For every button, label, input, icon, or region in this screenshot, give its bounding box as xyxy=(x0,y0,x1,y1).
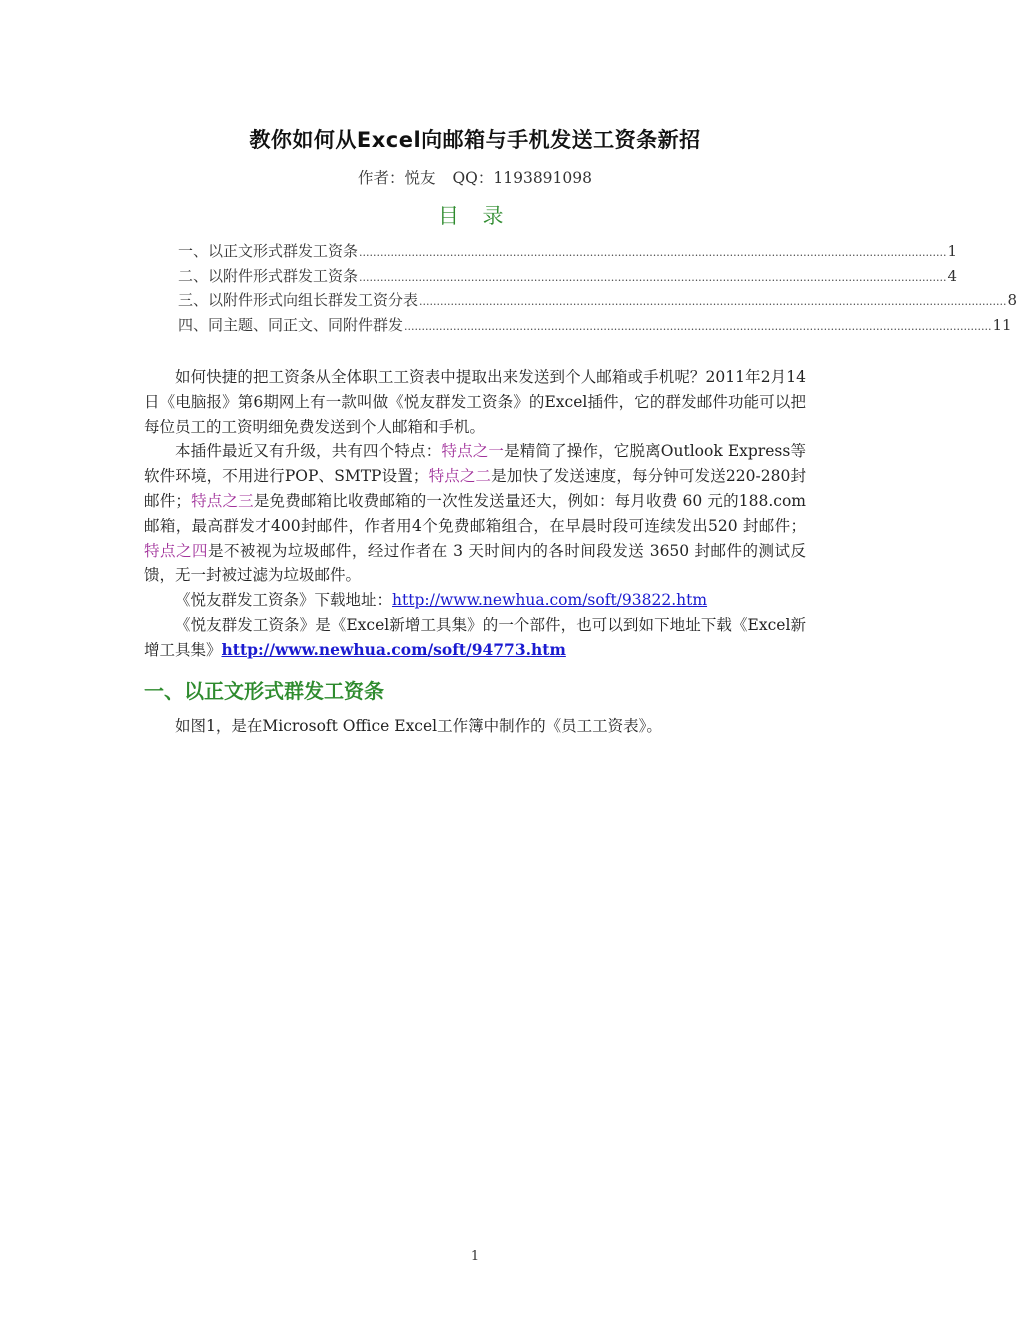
author-name: 作者：悦友 xyxy=(358,169,436,187)
feature-1-highlight: 特点之一 xyxy=(441,442,505,461)
download-paragraph xyxy=(144,588,806,613)
page-number: 1 xyxy=(470,1249,480,1264)
toc-item[interactable] xyxy=(178,265,957,290)
toc-heading: 目 录 xyxy=(438,204,512,228)
feature-2-highlight: 特点之二 xyxy=(428,467,492,486)
toc-item-label: 一、以正文形式群发工资条 xyxy=(178,242,359,260)
table-of-contents xyxy=(178,240,1017,338)
feature-3-highlight: 特点之三 xyxy=(190,491,254,510)
section-1-heading: 一、以正文形式群发工资条 xyxy=(144,679,384,703)
intro-p2-text: 是加快了发送速度，每分钟可发送220-280封邮件； xyxy=(144,467,806,510)
toc-leader-dots: ........................................................................................................................................................................ xyxy=(419,295,1007,308)
toc-item[interactable] xyxy=(178,289,1017,314)
toc-leader-dots: ........................................................................................................................................................................ xyxy=(359,270,947,284)
toc-item-label: 三、以附件形式向组长群发工资分表 xyxy=(178,291,419,309)
feature-4-highlight: 特点之四 xyxy=(144,541,208,560)
intro-paragraph-1: 如何快捷的把工资条从全体职工工资表中提取出来发送到个人邮箱或手机呢？2011年2月14日《电脑报》第6期网上有一款叫做《悦友群发工资条》的Excel插件，它的群发邮件功能可以把每位员工的工资明细免费发送到个人邮箱和手机。 xyxy=(144,368,806,436)
download-link[interactable]: http://www.newhua.com/soft/93822.htm xyxy=(392,591,708,610)
toc-item-label: 四、同主题、同正文、同附件群发 xyxy=(178,315,404,334)
intro-paragraph-2 xyxy=(144,439,806,588)
toc-leader-dots: ........................................................................................................................................................................ xyxy=(359,246,947,259)
toolkit-paragraph xyxy=(144,613,806,663)
intro-p2-text: 是不被视为垃圾邮件，经过作者在 3 天时间内的各时间段发送 3650 封邮件的测试反馈，无一封被过滤为垃圾邮件。 xyxy=(144,541,806,585)
toc-item-page: 11 xyxy=(992,315,1012,334)
document-title: 教你如何从Excel向邮箱与手机发送工资条新招 xyxy=(249,128,701,152)
toc-item[interactable] xyxy=(178,314,1012,339)
toc-item-page: 1 xyxy=(947,242,957,260)
section-1-body xyxy=(144,714,806,739)
intro-p2-text: 本插件最近又有升级，共有四个特点： xyxy=(175,442,442,461)
toolkit-link[interactable]: http://www.newhua.com/soft/94773.htm xyxy=(221,639,566,659)
toc-item[interactable] xyxy=(178,240,957,265)
toc-item-page: 4 xyxy=(947,266,957,285)
toolkit-text: 《悦友群发工资条》是《Excel新增工具集》的一个部件，也可以到如下地址下载《Excel新增工具集》 xyxy=(144,615,806,659)
toc-leader-dots: ........................................................................................................................................................................ xyxy=(404,319,992,333)
author-line xyxy=(0,166,950,188)
author-qq: QQ：1193891098 xyxy=(452,169,592,187)
intro-p2-text: 是免费邮箱比收费邮箱的一次性发送量还大，例如：每月收费 60 元的188.com邮箱，最高群发才400封邮件，作者用4个免费邮箱组合，在早晨时段可连续发出520 封邮件； xyxy=(144,491,806,535)
download-label: 《悦友群发工资条》下载地址： xyxy=(175,591,393,610)
intro-section xyxy=(144,365,806,663)
section-1-paragraph: 如图1，是在Microsoft Office Excel工作簿中制作的《员工工资表》。 xyxy=(175,717,662,735)
intro-p2-text: 是精简了操作，它脱离Outlook Express等软件环境，不用进行POP、SMTP设置； xyxy=(144,442,806,486)
toc-item-page: 8 xyxy=(1007,291,1017,309)
toc-item-label: 二、以附件形式群发工资条 xyxy=(178,266,359,285)
